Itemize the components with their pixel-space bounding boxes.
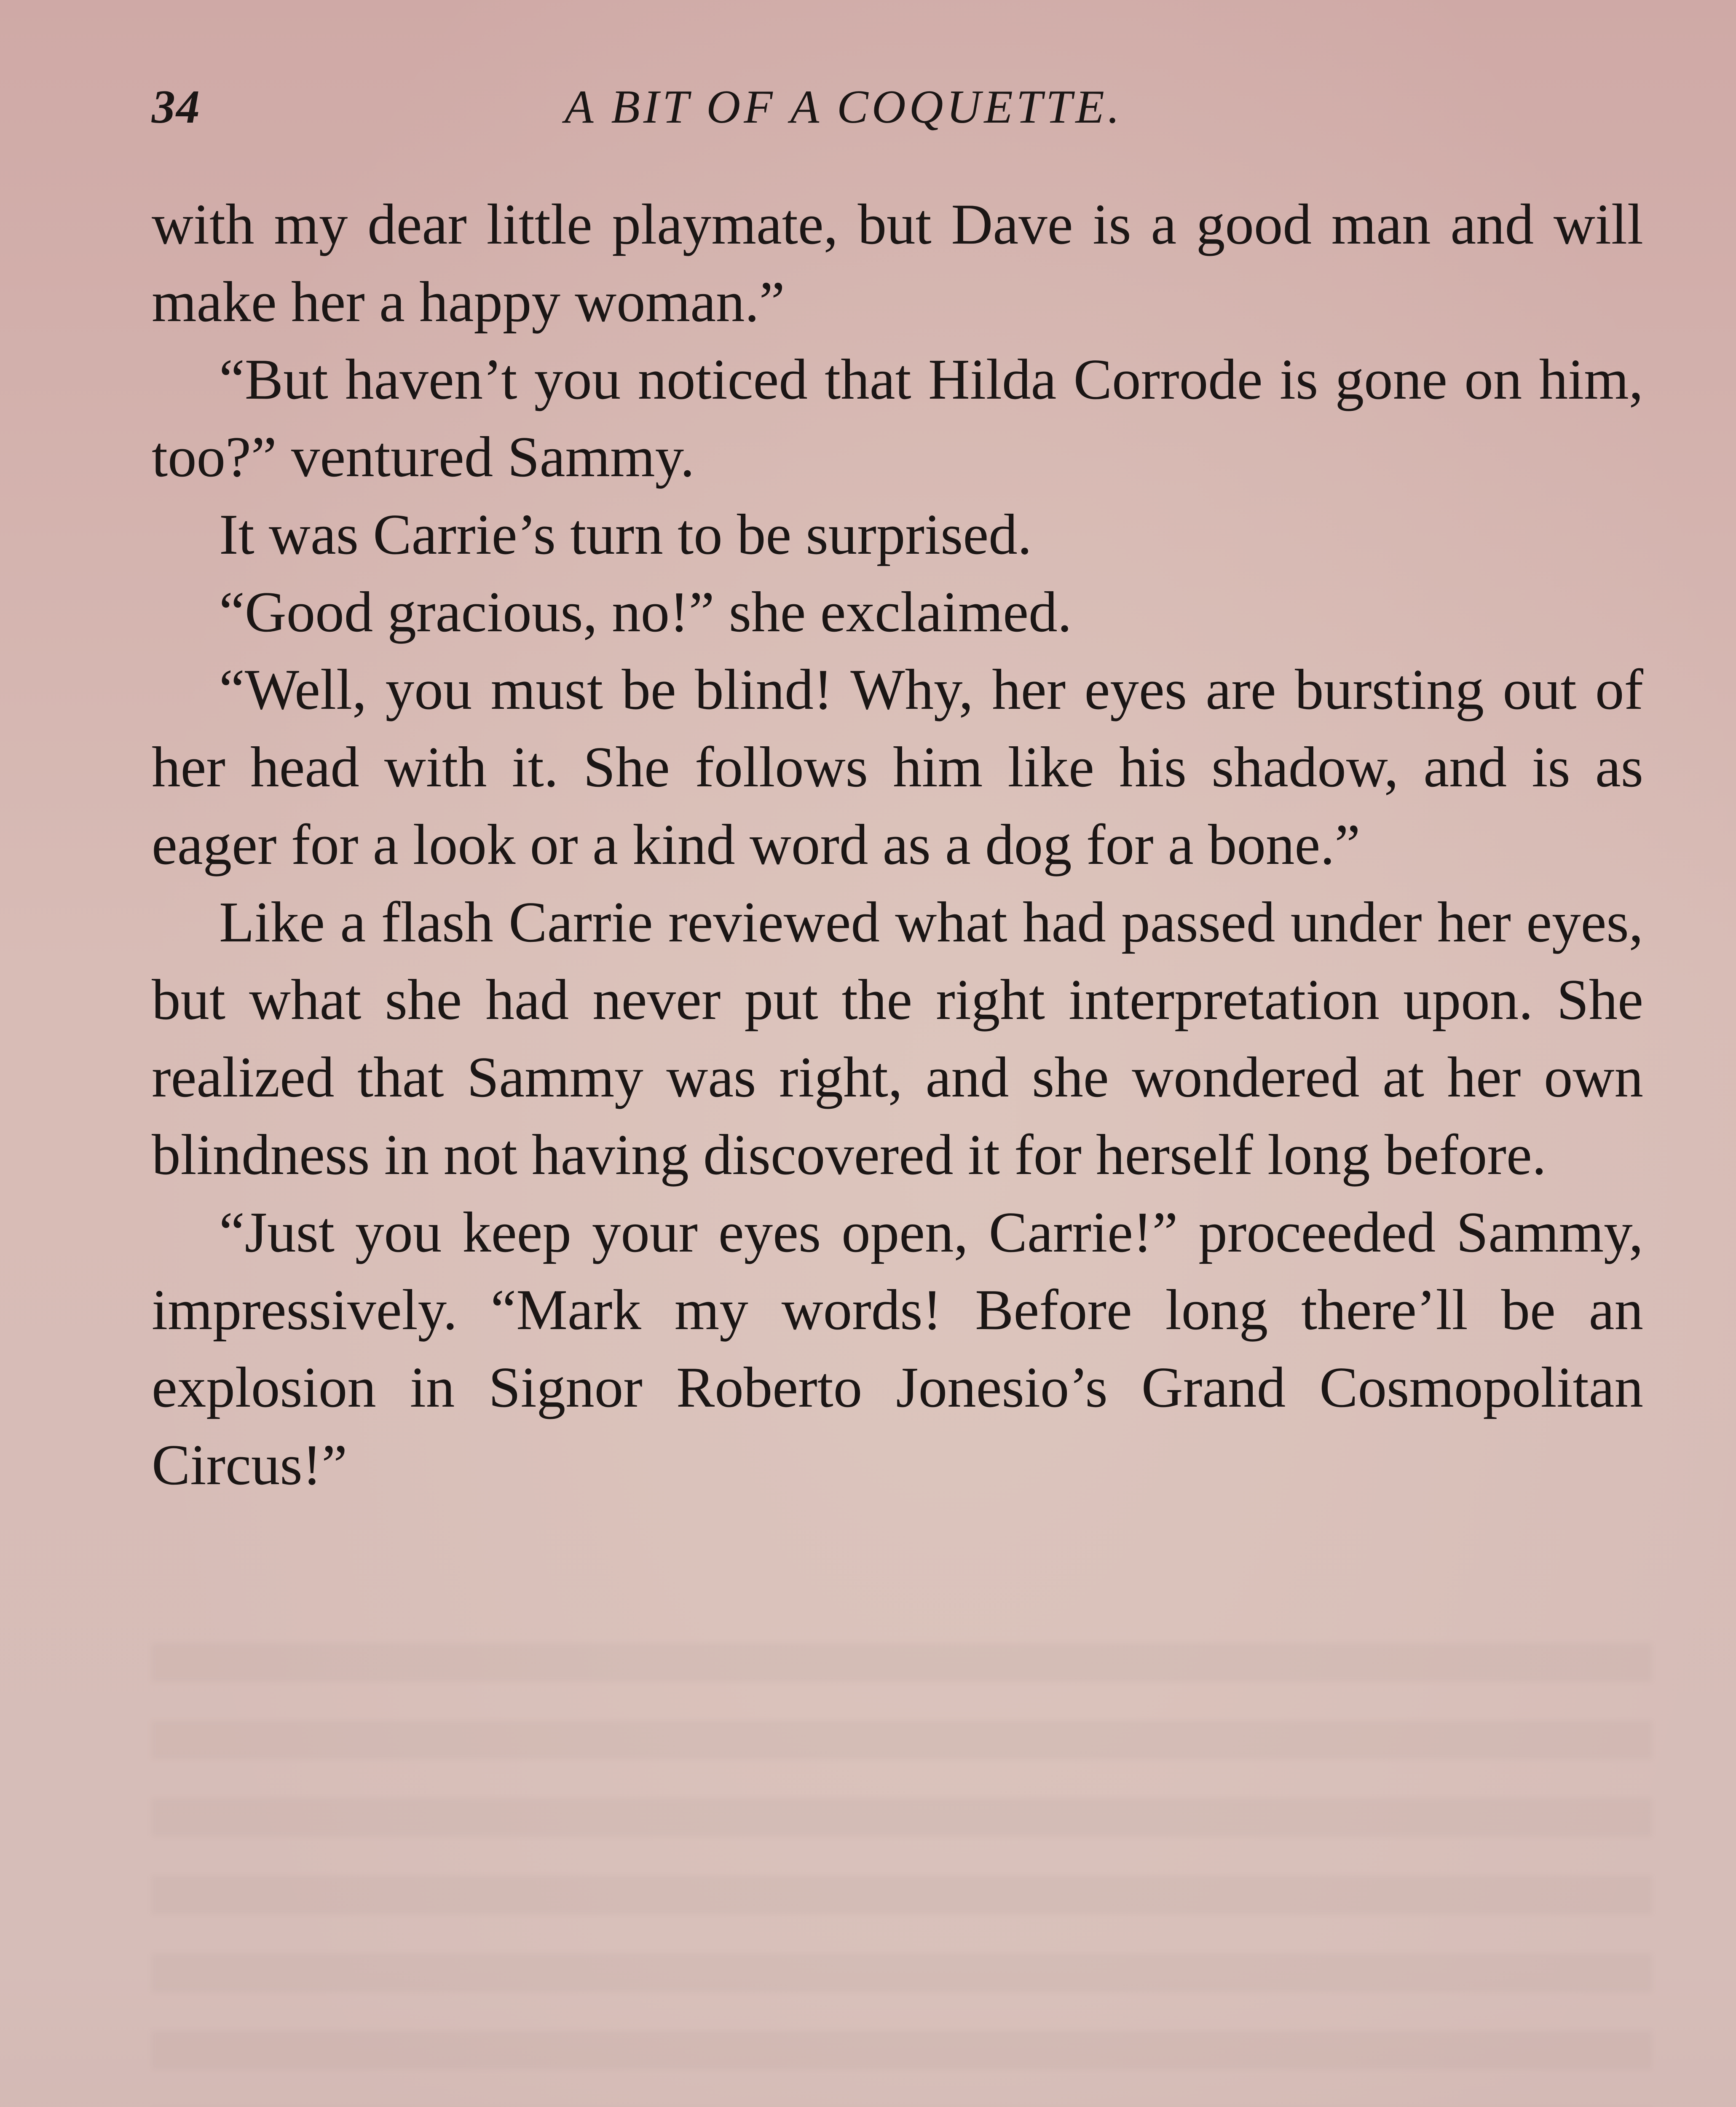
paragraph: It was Carrie’s turn to be surprised.: [219, 502, 1032, 566]
paragraph: “Good gracious, no!” she exclaimed.: [219, 580, 1072, 644]
paragraph: “Just you keep your eyes open, Carrie!” proceeded Sammy, impressively. “Mark my words! Before long there’ll be an explosion in Signor Roberto Jonesio’s Grand Cosmopolitan Circus!”: [152, 1200, 1643, 1497]
paragraph: Like a flash Carrie reviewed what had passed under her eyes, but what she had never put the right interpretation upon. She realized that Sammy was right, and she wondered at her own blindness in not having discovered it for herself long before.: [152, 890, 1643, 1187]
paragraph: “Well, you must be blind! Why, her eyes are bursting out of her head with it. She follows him like his shadow, and is as eager for a look or a kind word as a dog for a bone.”: [152, 657, 1643, 877]
show-through-texture: [152, 1643, 1652, 2107]
page-number: 34: [152, 81, 201, 133]
body-text: [152, 185, 1643, 1504]
running-head: [152, 80, 1652, 147]
running-title: A BIT OF A COQUETTE.: [565, 81, 1123, 133]
paragraph: “But haven’t you noticed that Hilda Corrode is gone on him, too?” ventured Sammy.: [152, 347, 1643, 489]
paragraph: with my dear little playmate, but Dave is a good man and will make her a happy woman.”: [152, 192, 1643, 334]
